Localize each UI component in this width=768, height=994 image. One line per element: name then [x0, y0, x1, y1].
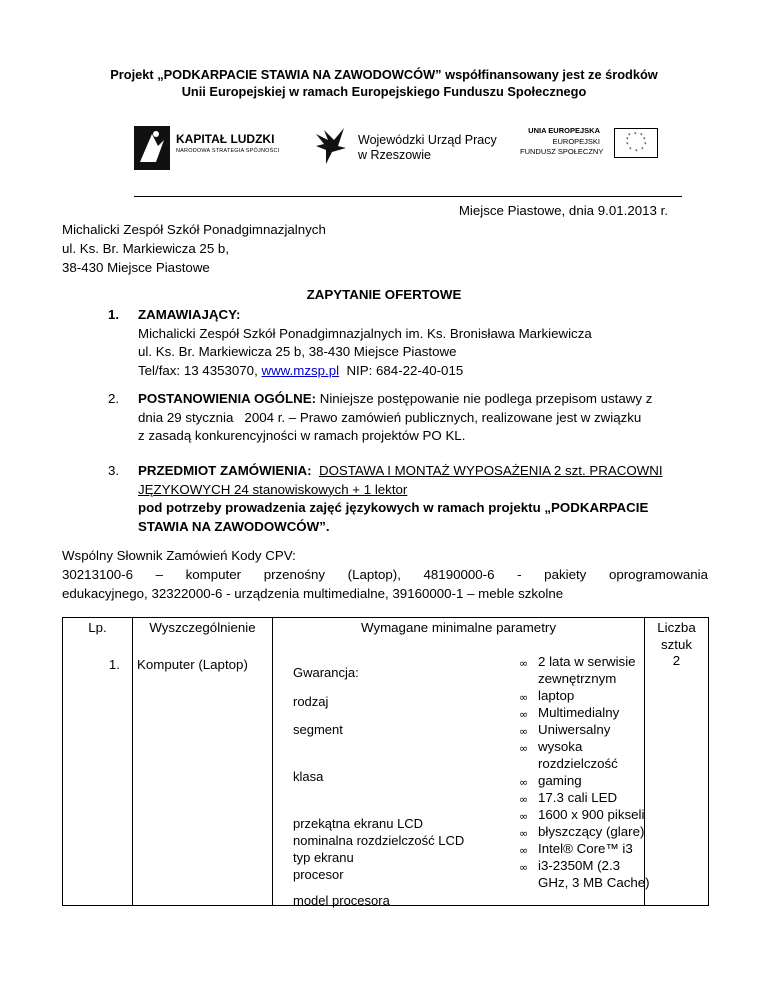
section-zamawiajacy: [108, 306, 692, 380]
tel-text: Tel/fax: 13 4353070,: [138, 362, 262, 378]
svg-text:*: *: [626, 137, 629, 143]
param-value: błyszczący (glare): [538, 823, 645, 839]
cpv-codes: [62, 546, 708, 603]
order-subject-line2: JĘZYKOWYCH 24 stanowiskowych + 1 lektor: [138, 481, 408, 497]
wup-bird-icon: [314, 126, 348, 166]
bullet-icon: ∞: [519, 741, 529, 755]
project-header-line2: Unii Europejskiej w ramach Europejskiego Funduszu Społecznego: [181, 84, 587, 99]
kapital-ludzki-logo: [134, 122, 294, 178]
order-subject-line1: DOSTAWA I MONTAŻ WYPOSAŻENIA 2 szt. PRACOWNI: [318, 463, 663, 478]
param-label: Gwarancja:: [293, 664, 359, 680]
param-label: model procesora: [293, 892, 390, 908]
svg-text:*: *: [641, 147, 644, 153]
section-line: ul. Ks. Br. Markiewicza 25 b, 38-430 Miejsce Piastowe: [138, 344, 457, 359]
param-value: 1600 x 900 pikseli: [538, 806, 645, 822]
param-value: 17.3 cali LED: [538, 789, 618, 805]
order-purpose-line2: STAWIA NA ZAWODOWCÓW”.: [138, 518, 330, 534]
project-header: [0, 66, 768, 100]
svg-text:*: *: [635, 149, 638, 155]
param-value: Uniwersalny: [538, 721, 611, 737]
eu-flag-icon: [614, 128, 658, 158]
wup-line1: Wojewódzki Urząd Pracy: [358, 133, 497, 147]
bullet-icon: ∞: [519, 826, 529, 840]
svg-text:*: *: [626, 142, 629, 148]
wup-logo: [314, 122, 504, 172]
row-qty: 2: [672, 653, 681, 668]
param-label: przekątna ekranu LCD: [293, 815, 424, 831]
row-lp-value: 1.: [108, 656, 120, 672]
section-heading: POSTANOWIENIA OGÓLNE:: [138, 391, 317, 406]
header-qty: [645, 618, 709, 906]
section-line: z zasadą konkurencyjności w ramach projektów PO KL.: [138, 428, 466, 443]
document-title: ZAPYTANIE OFERTOWE: [306, 287, 462, 302]
bullet-icon: ∞: [519, 724, 529, 738]
bullet-icon: ∞: [519, 775, 529, 789]
row-lp: [63, 639, 133, 906]
contact-line: [138, 362, 692, 381]
kapital-ludzki-subtitle: NARODOWA STRATEGIA SPÓJNOŚCI: [176, 148, 280, 154]
table-row: [63, 639, 709, 906]
ue-line1: UNIA EUROPEJSKA: [528, 126, 600, 135]
param-value: wysoka: [538, 738, 583, 754]
kapital-ludzki-title: KAPITAŁ LUDZKI: [176, 132, 275, 146]
section-przedmiot: [108, 462, 692, 536]
bullet-icon: ∞: [519, 860, 529, 874]
section-line: dnia 29 stycznia 2004 r. – Prawo zamówień publicznych, realizowane jest w związku: [138, 409, 642, 425]
section-number: 3.: [108, 463, 120, 478]
bullet-icon: ∞: [519, 843, 529, 857]
website-link[interactable]: www.mzsp.pl: [261, 362, 340, 378]
spec-table: [62, 617, 709, 906]
svg-text:*: *: [643, 137, 646, 143]
bullet-icon: ∞: [519, 809, 529, 823]
row-item-value: Komputer (Laptop): [137, 656, 248, 672]
param-value: gaming: [538, 772, 582, 788]
sender-address: [62, 220, 326, 277]
section-postanowienia: [108, 390, 692, 446]
section-text: Niniejsze postępowanie nie podlega przepisom ustawy z: [316, 391, 653, 406]
param-label: nominalna rozdzielczość LCD: [293, 832, 465, 848]
project-header-line1: Projekt „PODKARPACIE STAWIA NA ZAWODOWCÓW” współfinansowany jest ze środków: [110, 67, 658, 82]
header-divider: [134, 196, 682, 197]
svg-text:*: *: [644, 142, 647, 148]
section-number: 1.: [108, 307, 120, 322]
param-value: Multimedialny: [538, 704, 620, 720]
section-line: Michalicki Zespół Szkół Ponadgimnazjalnych im. Ks. Bronisława Markiewicza: [138, 325, 592, 341]
param-bullets: [519, 655, 528, 876]
svg-text:*: *: [628, 133, 631, 139]
ue-line2: EUROPEJSKI: [552, 137, 600, 146]
param-label: klasa: [293, 768, 324, 784]
param-label: segment: [293, 721, 343, 737]
header-qty-line1: Liczba: [657, 620, 696, 635]
cpv-line1: 30213100-6 – komputer przenośny (Laptop), 48190000-6 - pakiety oprogramowania: [62, 567, 708, 582]
order-purpose-line1: pod potrzeby prowadzenia zajęć językowych w ramach projektu „PODKARPACIE: [138, 500, 649, 515]
param-value: laptop: [538, 687, 575, 703]
param-label: typ ekranu: [293, 849, 354, 865]
param-value: rozdzielczość: [538, 755, 618, 771]
cpv-line2: edukacyjnego, 32322000-6 - urządzenia multimedialne, 39160000-1 – meble szkolne: [62, 586, 564, 601]
svg-text:*: *: [640, 133, 643, 139]
param-label: procesor: [293, 866, 344, 882]
param-values: [538, 653, 650, 891]
bullet-icon: ∞: [519, 656, 529, 670]
nip-text: NIP: 684-22-40-015: [339, 362, 464, 378]
section-number: 2.: [108, 391, 120, 406]
document-date: Miejsce Piastowe, dnia 9.01.2013 r.: [458, 203, 668, 218]
wup-line2: w Rzeszowie: [358, 148, 431, 162]
param-value: Intel® Core™ i3: [538, 840, 633, 856]
address-line2: ul. Ks. Br. Markiewicza 25 b,: [62, 241, 230, 256]
header-item: Wyszczególnienie: [133, 618, 273, 639]
kapital-ludzki-emblem-icon: [134, 126, 170, 170]
param-label: rodzaj: [293, 693, 329, 709]
address-line3: 38-430 Miejsce Piastowe: [62, 260, 210, 275]
bullet-icon: ∞: [519, 792, 529, 806]
row-params: [273, 639, 650, 908]
table-header-row: [63, 618, 709, 639]
bullet-icon: ∞: [519, 707, 529, 721]
param-value: i3-2350M (2.3: [538, 857, 621, 873]
header-qty-line2: sztuk: [660, 636, 693, 652]
cpv-heading: Wspólny Słownik Zamówień Kody CPV:: [62, 548, 296, 563]
param-value: 2 lata w serwisie: [538, 653, 636, 669]
bullet-icon: ∞: [519, 690, 529, 704]
param-value: GHz, 3 MB Cache): [538, 874, 650, 890]
param-value: zewnętrznym: [538, 670, 617, 686]
address-line1: Michalicki Zespół Szkół Ponadgimnazjalnych: [62, 222, 326, 237]
header-params: Wymagane minimalne parametry: [273, 618, 645, 639]
ue-line3: FUNDUSZ SPOŁECZNY: [520, 147, 604, 156]
svg-text:*: *: [634, 132, 637, 138]
svg-text:*: *: [629, 147, 632, 153]
header-lp: Lp.: [63, 618, 133, 639]
ue-logo: [520, 126, 670, 166]
section-heading: ZAMAWIAJĄCY:: [138, 307, 241, 322]
row-item: [133, 639, 273, 906]
section-heading: PRZEDMIOT ZAMÓWIENIA:: [138, 463, 312, 478]
